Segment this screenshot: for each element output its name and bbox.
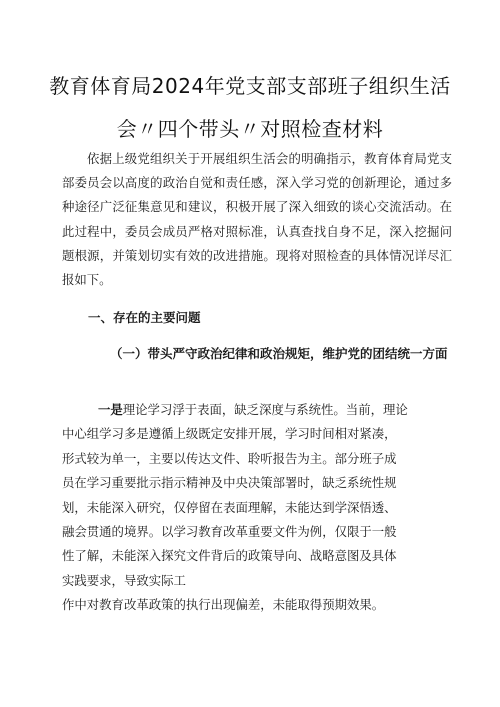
point-paragraph [62, 398, 454, 618]
intro-paragraph: 依据上级党组织关于开展组织生活会的明确指示，教育体育局党支部委员会以高度的政治自觉和责任感，深入学习党的创新理论，通过多种途径广泛征集意见和建议，积极开展了深入细致的谈心交流活动。在此过程中，委员会成员严格对照标准，认真查找自身不足，深入挖掘问题根源，并策划切实有效的改进措施。现将对照检查的具体情况详尽汇报如下。 [62, 151, 452, 288]
subsection-heading: （一）带头严守政治纪律和政治规矩，维护党的团结统一方面 [110, 346, 448, 361]
point-line: 中心组学习多是遵循上级既定安排开展，学习时间相对紧凑， [62, 426, 397, 442]
document-title-line1: 教育体育局2024年党支部支部班子组织生活 [49, 74, 451, 98]
point-line: 员在学习重要批示指示精神及中央决策部署时，缺乏系统性规 [62, 475, 397, 491]
point-line: 作中对教育改革政策的执行出现偏差，未能取得预期效果。 [62, 597, 385, 613]
point-line: 形式较为单一，主要以传达文件、聆听报告为主。部分班子成 [62, 450, 397, 466]
point-line: 实践要求，导致实际工 [62, 572, 186, 588]
point-line: 划，未能深入研究，仅停留在表面理解，未能达到学深悟透、 [62, 499, 397, 515]
point-line [62, 398, 454, 422]
point-line-text: 理论学习浮于表面，缺乏深度与系统性。当前，理论 [122, 402, 408, 417]
point-line: 性了解，未能深入探究文件背后的政策导向、战略意图及具体 [62, 548, 397, 564]
section-heading: 一、存在的主要问题 [88, 310, 201, 325]
point-lead: 一是 [98, 402, 123, 417]
point-line: 融会贯通的境界。以学习教育改革重要文件为例，仅限于一般 [62, 524, 397, 540]
document-title-line2: 会〃四个带头〃对照检查材料 [116, 117, 384, 141]
